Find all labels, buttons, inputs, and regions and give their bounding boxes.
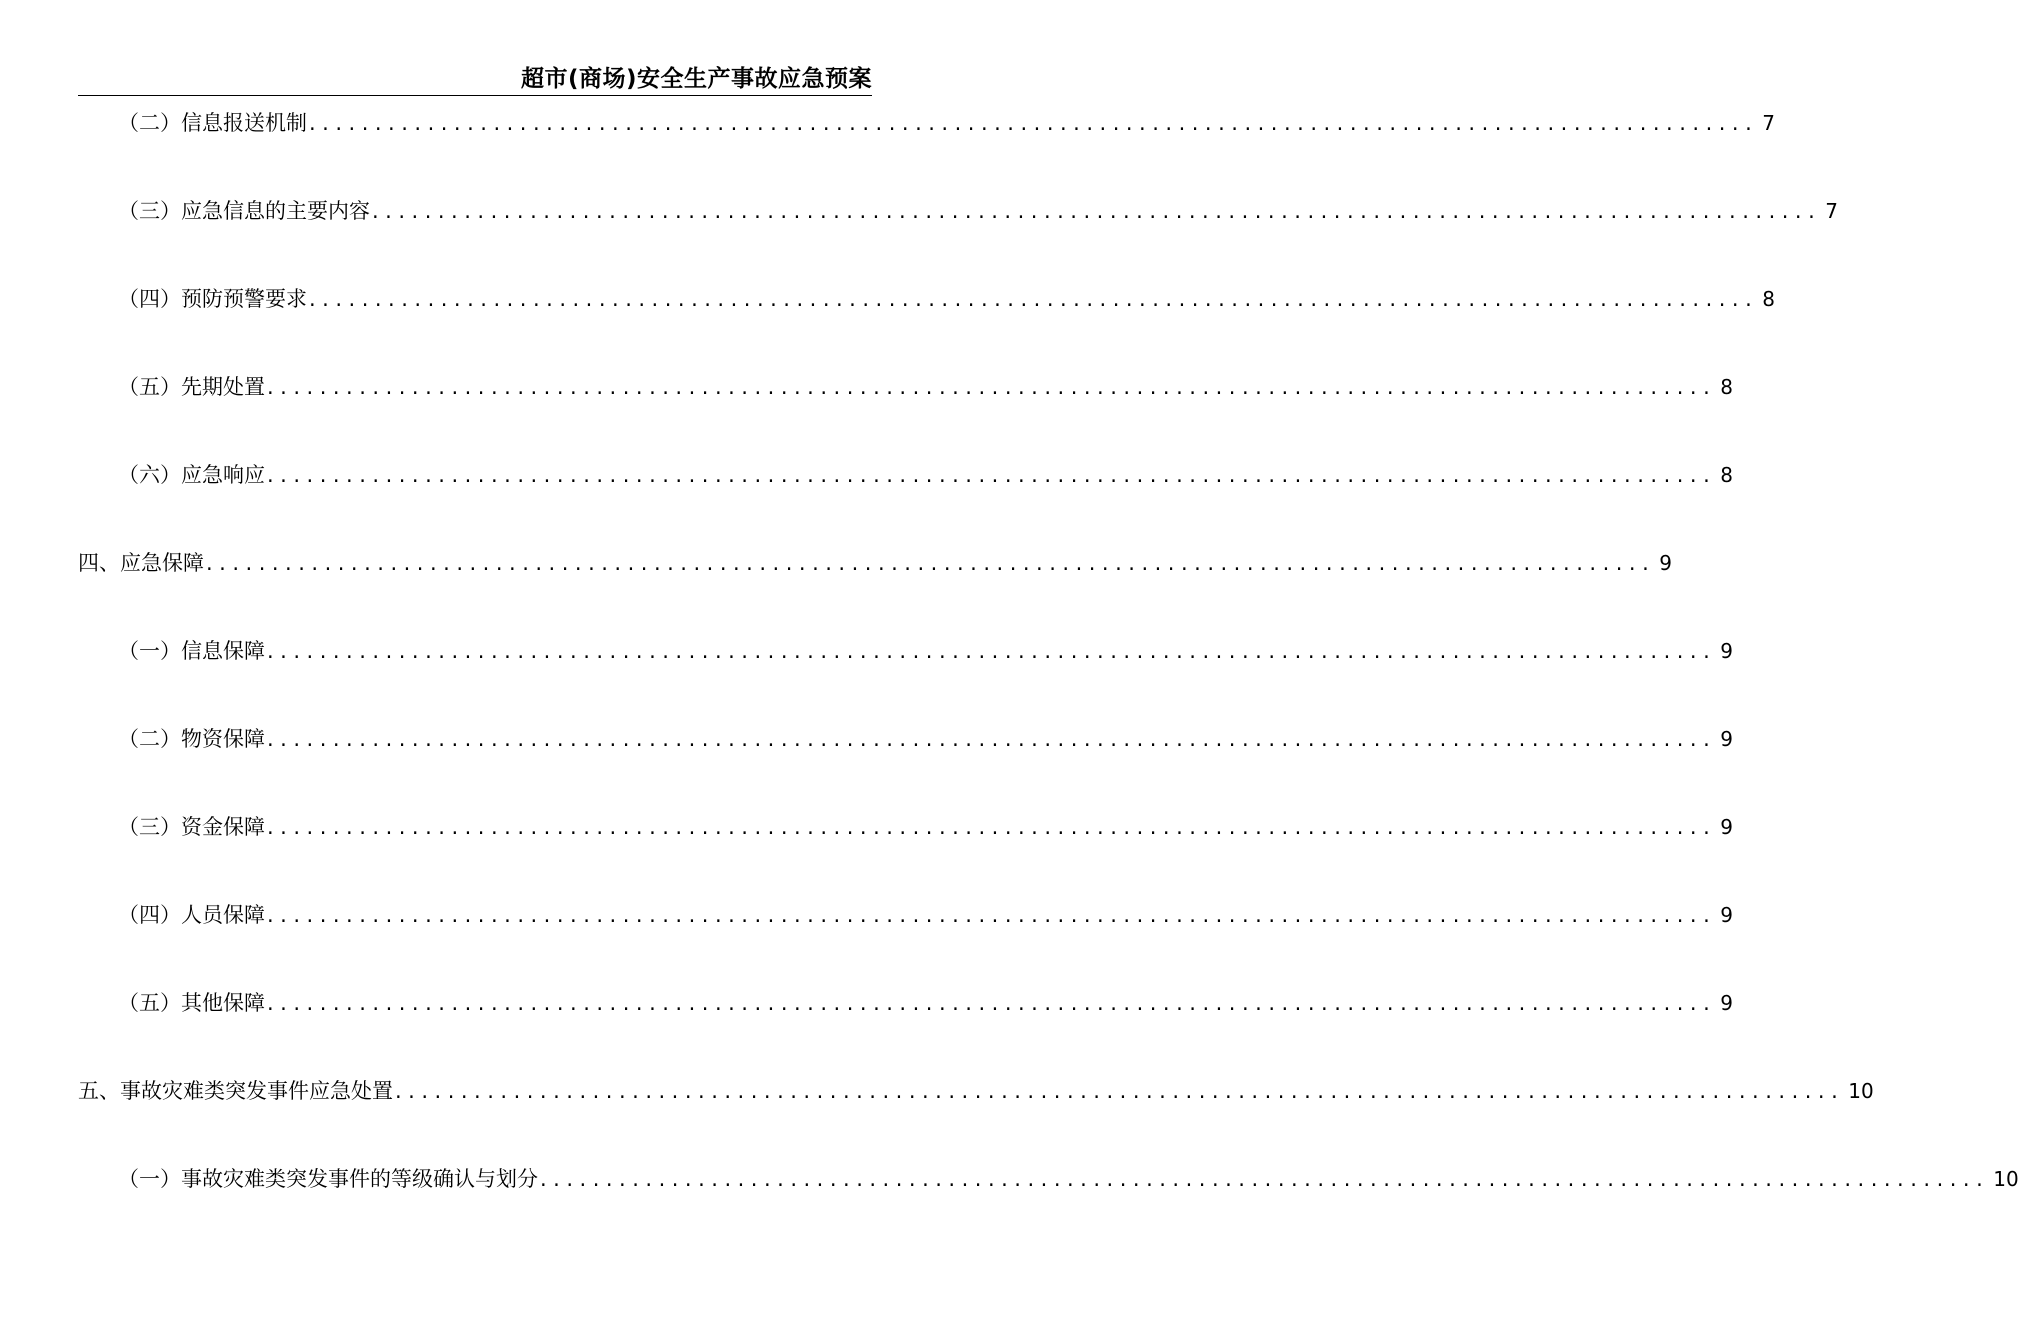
toc-leader-dots: ..............................................................................................................: [267, 903, 1717, 927]
toc-page-number: 8: [1720, 463, 1734, 487]
toc-page-number: 10: [1848, 1079, 1874, 1103]
toc-entry-text: （五）其他保障: [118, 991, 265, 1015]
toc-page-number: 9: [1720, 815, 1734, 839]
toc-entry-text: （五）先期处置: [118, 375, 265, 399]
toc-leader-dots: ..............................................................................................................: [372, 199, 1822, 223]
toc-entry[interactable]: [118, 894, 1734, 930]
toc-entry[interactable]: [118, 190, 1839, 226]
toc-entry-text: （一）信息保障: [118, 639, 265, 663]
toc-leader-dots: ..............................................................................................................: [395, 1079, 1845, 1103]
toc-leader-dots: ..............................................................................................................: [267, 463, 1717, 487]
toc-page-number: 9: [1720, 639, 1734, 663]
toc-leader-dots: ..............................................................................................................: [206, 551, 1656, 575]
toc-entry[interactable]: [118, 454, 1734, 490]
toc-page-number: 8: [1762, 287, 1776, 311]
toc-page-number: 9: [1659, 551, 1673, 575]
toc-entry-text: （四）人员保障: [118, 903, 265, 927]
toc-entry[interactable]: [118, 982, 1734, 1018]
toc-entry[interactable]: [118, 366, 1734, 402]
toc-entry-text: （六）应急响应: [118, 463, 265, 487]
toc-page-number: 9: [1720, 727, 1734, 751]
toc-leader-dots: ..............................................................................................................: [267, 639, 1717, 663]
toc-page-number: 9: [1720, 903, 1734, 927]
toc-entry-text: （三）应急信息的主要内容: [118, 199, 370, 223]
toc-page-number: 9: [1720, 991, 1734, 1015]
toc-leader-dots: ..............................................................................................................: [267, 375, 1717, 399]
toc-entry[interactable]: [118, 806, 1734, 842]
toc-entry-text: 五、事故灾难类突发事件应急处置: [78, 1079, 393, 1103]
toc-entry[interactable]: [118, 102, 1776, 138]
toc-entry-text: 四、应急保障: [78, 551, 204, 575]
toc-entry-text: （三）资金保障: [118, 815, 265, 839]
toc-entry-text: （二）物资保障: [118, 727, 265, 751]
toc-page-number: 10: [1993, 1167, 2019, 1191]
toc-entry[interactable]: [78, 542, 1673, 578]
page-header-title: 超市(商场)安全生产事故应急预案: [520, 66, 872, 92]
toc-leader-dots: ..............................................................................................................: [267, 815, 1717, 839]
toc-entry[interactable]: [118, 630, 1734, 666]
toc-entry[interactable]: [118, 718, 1734, 754]
toc-page-number: 7: [1825, 199, 1839, 223]
toc-page-number: 7: [1762, 111, 1776, 135]
toc-entry-text: （四）预防预警要求: [118, 287, 307, 311]
toc-entry[interactable]: [78, 1070, 1874, 1106]
header-rule: [78, 95, 872, 96]
toc-leader-dots: ..............................................................................................................: [267, 991, 1717, 1015]
toc-leader-dots: ..............................................................................................................: [309, 287, 1759, 311]
toc-page-number: 8: [1720, 375, 1734, 399]
toc-entry-text: （一）事故灾难类突发事件的等级确认与划分: [118, 1167, 538, 1191]
toc-entry[interactable]: [118, 1158, 2019, 1194]
toc-leader-dots: ..............................................................................................................: [267, 727, 1717, 751]
toc-leader-dots: ..............................................................................................................: [540, 1167, 1990, 1191]
toc-leader-dots: ..............................................................................................................: [309, 111, 1759, 135]
toc-entry[interactable]: [118, 278, 1776, 314]
toc-entry-text: （二）信息报送机制: [118, 111, 307, 135]
